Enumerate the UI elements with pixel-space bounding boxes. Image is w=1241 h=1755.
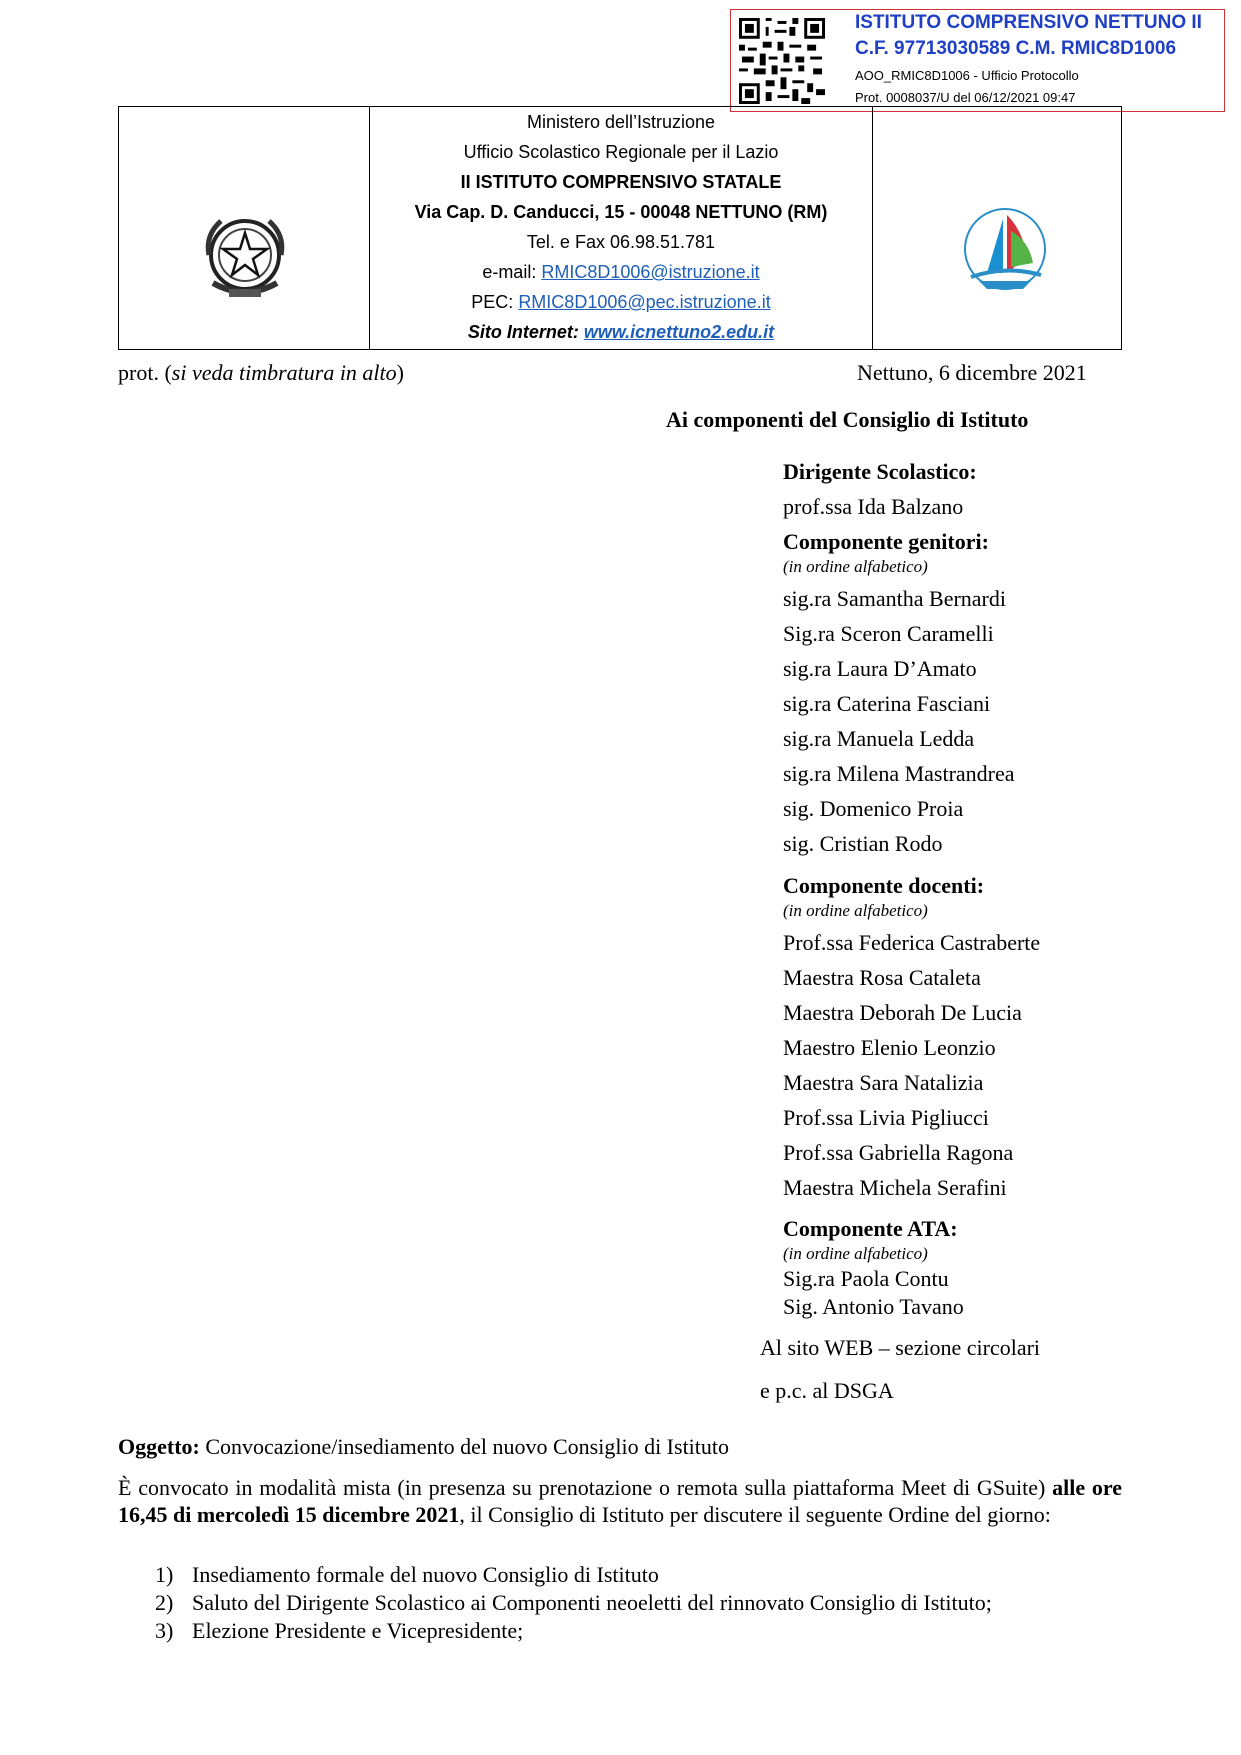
stamp-protocol-number: Prot. 0008037/U del 06/12/2021 09:47 xyxy=(855,90,1076,105)
protocol-reference xyxy=(118,360,404,386)
school-address: Via Cap. D. Canducci, 15 - 00048 NETTUNO (RM) xyxy=(414,202,828,222)
group-title: Componente docenti: xyxy=(783,873,985,898)
group-ata xyxy=(783,1215,964,1321)
list-item: Prof.ssa Gabriella Ragona xyxy=(783,1140,1014,1165)
paragraph-text: È convocato in modalità mista (in presenza su prenotazione o remota sulla piattaforma Meet di GSuite) xyxy=(118,1475,1053,1500)
list-item: Maestra Rosa Cataleta xyxy=(783,965,981,990)
subject-label: Oggetto: xyxy=(118,1434,200,1459)
list-item: prof.ssa Ida Balzano xyxy=(783,494,964,519)
also-to-dsga: e p.c. al DSGA xyxy=(760,1378,894,1403)
letterhead-logo-cell xyxy=(873,107,1121,349)
group-note: (in ordine alfabetico) xyxy=(783,901,928,920)
protocol-prefix: prot. ( xyxy=(118,360,172,385)
agenda-text: Elezione Presidente e Vicepresidente; xyxy=(192,1618,524,1643)
list-item: sig. Cristian Rodo xyxy=(783,831,943,856)
list-item: Maestra Deborah De Lucia xyxy=(783,1000,1022,1025)
list-item: sig.ra Samantha Bernardi xyxy=(783,586,1006,611)
letter-date: Nettuno, 6 dicembre 2021 xyxy=(857,360,1087,385)
list-item: Sig. Antonio Tavano xyxy=(783,1294,964,1319)
email-row xyxy=(370,257,872,287)
group-title: Componente genitori: xyxy=(783,529,989,554)
stamp-office: AOO_RMIC8D1006 - Ufficio Protocollo xyxy=(855,68,1079,83)
group-note: (in ordine alfabetico) xyxy=(783,557,928,576)
agenda-number: 2) xyxy=(155,1590,174,1615)
protocol-note: si veda timbratura in alto xyxy=(171,360,397,385)
list-item: Maestra Michela Serafini xyxy=(783,1175,1007,1200)
website-link[interactable]: www.icnettuno2.edu.it xyxy=(583,322,775,342)
group-note: (in ordine alfabetico) xyxy=(783,1244,928,1263)
subject-text: Convocazione/insediamento del nuovo Consiglio di Istituto xyxy=(199,1434,730,1459)
agenda-item xyxy=(155,1562,659,1588)
agenda-text: Insediamento formale del nuovo Consiglio di Istituto xyxy=(192,1562,659,1587)
group-title: Dirigente Scolastico: xyxy=(783,459,977,484)
paragraph-text-end: , il Consiglio di Istituto per discutere il seguente Ordine del giorno: xyxy=(459,1502,1051,1527)
protocol-stamp xyxy=(730,9,1225,112)
member-list xyxy=(783,1265,964,1321)
pec-link[interactable]: RMIC8D1006@pec.istruzione.it xyxy=(518,292,771,312)
qr-code-icon xyxy=(739,18,825,104)
regional-office: Ufficio Scolastico Regionale per il Lazio xyxy=(463,142,779,162)
agenda-item xyxy=(155,1590,992,1616)
list-item: sig.ra Laura D’Amato xyxy=(783,656,977,681)
group-docenti xyxy=(783,872,1040,1205)
member-list xyxy=(783,581,1015,861)
member-list xyxy=(783,925,1040,1205)
protocol-suffix: ) xyxy=(396,360,404,385)
paragraph-datetime: alle ore 16,45 di mercoledì 15 dicembre 2021 xyxy=(118,1475,1123,1527)
list-item: sig.ra Milena Mastrandrea xyxy=(783,761,1015,786)
stamp-codes: C.F. 97713030589 C.M. RMIC8D1006 xyxy=(855,38,1177,59)
group-dirigente xyxy=(783,454,977,524)
list-item: sig.ra Caterina Fasciani xyxy=(783,691,991,716)
list-item: Prof.ssa Livia Pigliucci xyxy=(783,1105,989,1130)
list-item: sig. Domenico Proia xyxy=(783,796,964,821)
convocation-paragraph xyxy=(118,1474,1122,1528)
agenda-text: Saluto del Dirigente Scolastico ai Componenti neoeletti del rinnovato Consiglio di Istituto; xyxy=(192,1590,992,1615)
list-item: sig.ra Manuela Ledda xyxy=(783,726,975,751)
school-logo-icon xyxy=(957,201,1053,301)
pec-row xyxy=(370,287,872,317)
list-item: Maestro Elenio Leonzio xyxy=(783,1035,996,1060)
also-to-website: Al sito WEB – sezione circolari xyxy=(760,1335,1041,1360)
email-link[interactable]: RMIC8D1006@istruzione.it xyxy=(541,262,760,282)
ministry-name: Ministero dell’Istruzione xyxy=(526,112,716,132)
recipients-title: Ai componenti del Consiglio di Istituto xyxy=(666,407,1029,432)
stamp-institute: ISTITUTO COMPRENSIVO NETTUNO II xyxy=(855,12,1202,33)
website-label: Sito Internet: xyxy=(467,322,584,342)
agenda-number: 1) xyxy=(155,1562,174,1587)
email-label: e-mail: xyxy=(482,262,542,282)
list-item: Maestra Sara Natalizia xyxy=(783,1070,984,1095)
letterhead-emblem-cell xyxy=(119,107,370,349)
agenda-item xyxy=(155,1618,523,1644)
list-item: Prof.ssa Federica Castraberte xyxy=(783,930,1041,955)
list-item: Sig.ra Sceron Caramelli xyxy=(783,621,994,646)
group-title: Componente ATA: xyxy=(783,1216,958,1241)
school-phone: Tel. e Fax 06.98.51.781 xyxy=(526,232,716,252)
school-name: II ISTITUTO COMPRENSIVO STATALE xyxy=(460,172,782,192)
italian-emblem-icon xyxy=(195,205,295,305)
subject-line xyxy=(118,1434,729,1460)
list-item: Sig.ra Paola Contu xyxy=(783,1266,949,1291)
group-genitori xyxy=(783,528,1015,861)
letterhead xyxy=(118,106,1122,350)
letterhead-info-cell xyxy=(370,107,873,349)
agenda-number: 3) xyxy=(155,1618,174,1643)
pec-label: PEC: xyxy=(471,292,519,312)
website-row xyxy=(370,317,872,347)
